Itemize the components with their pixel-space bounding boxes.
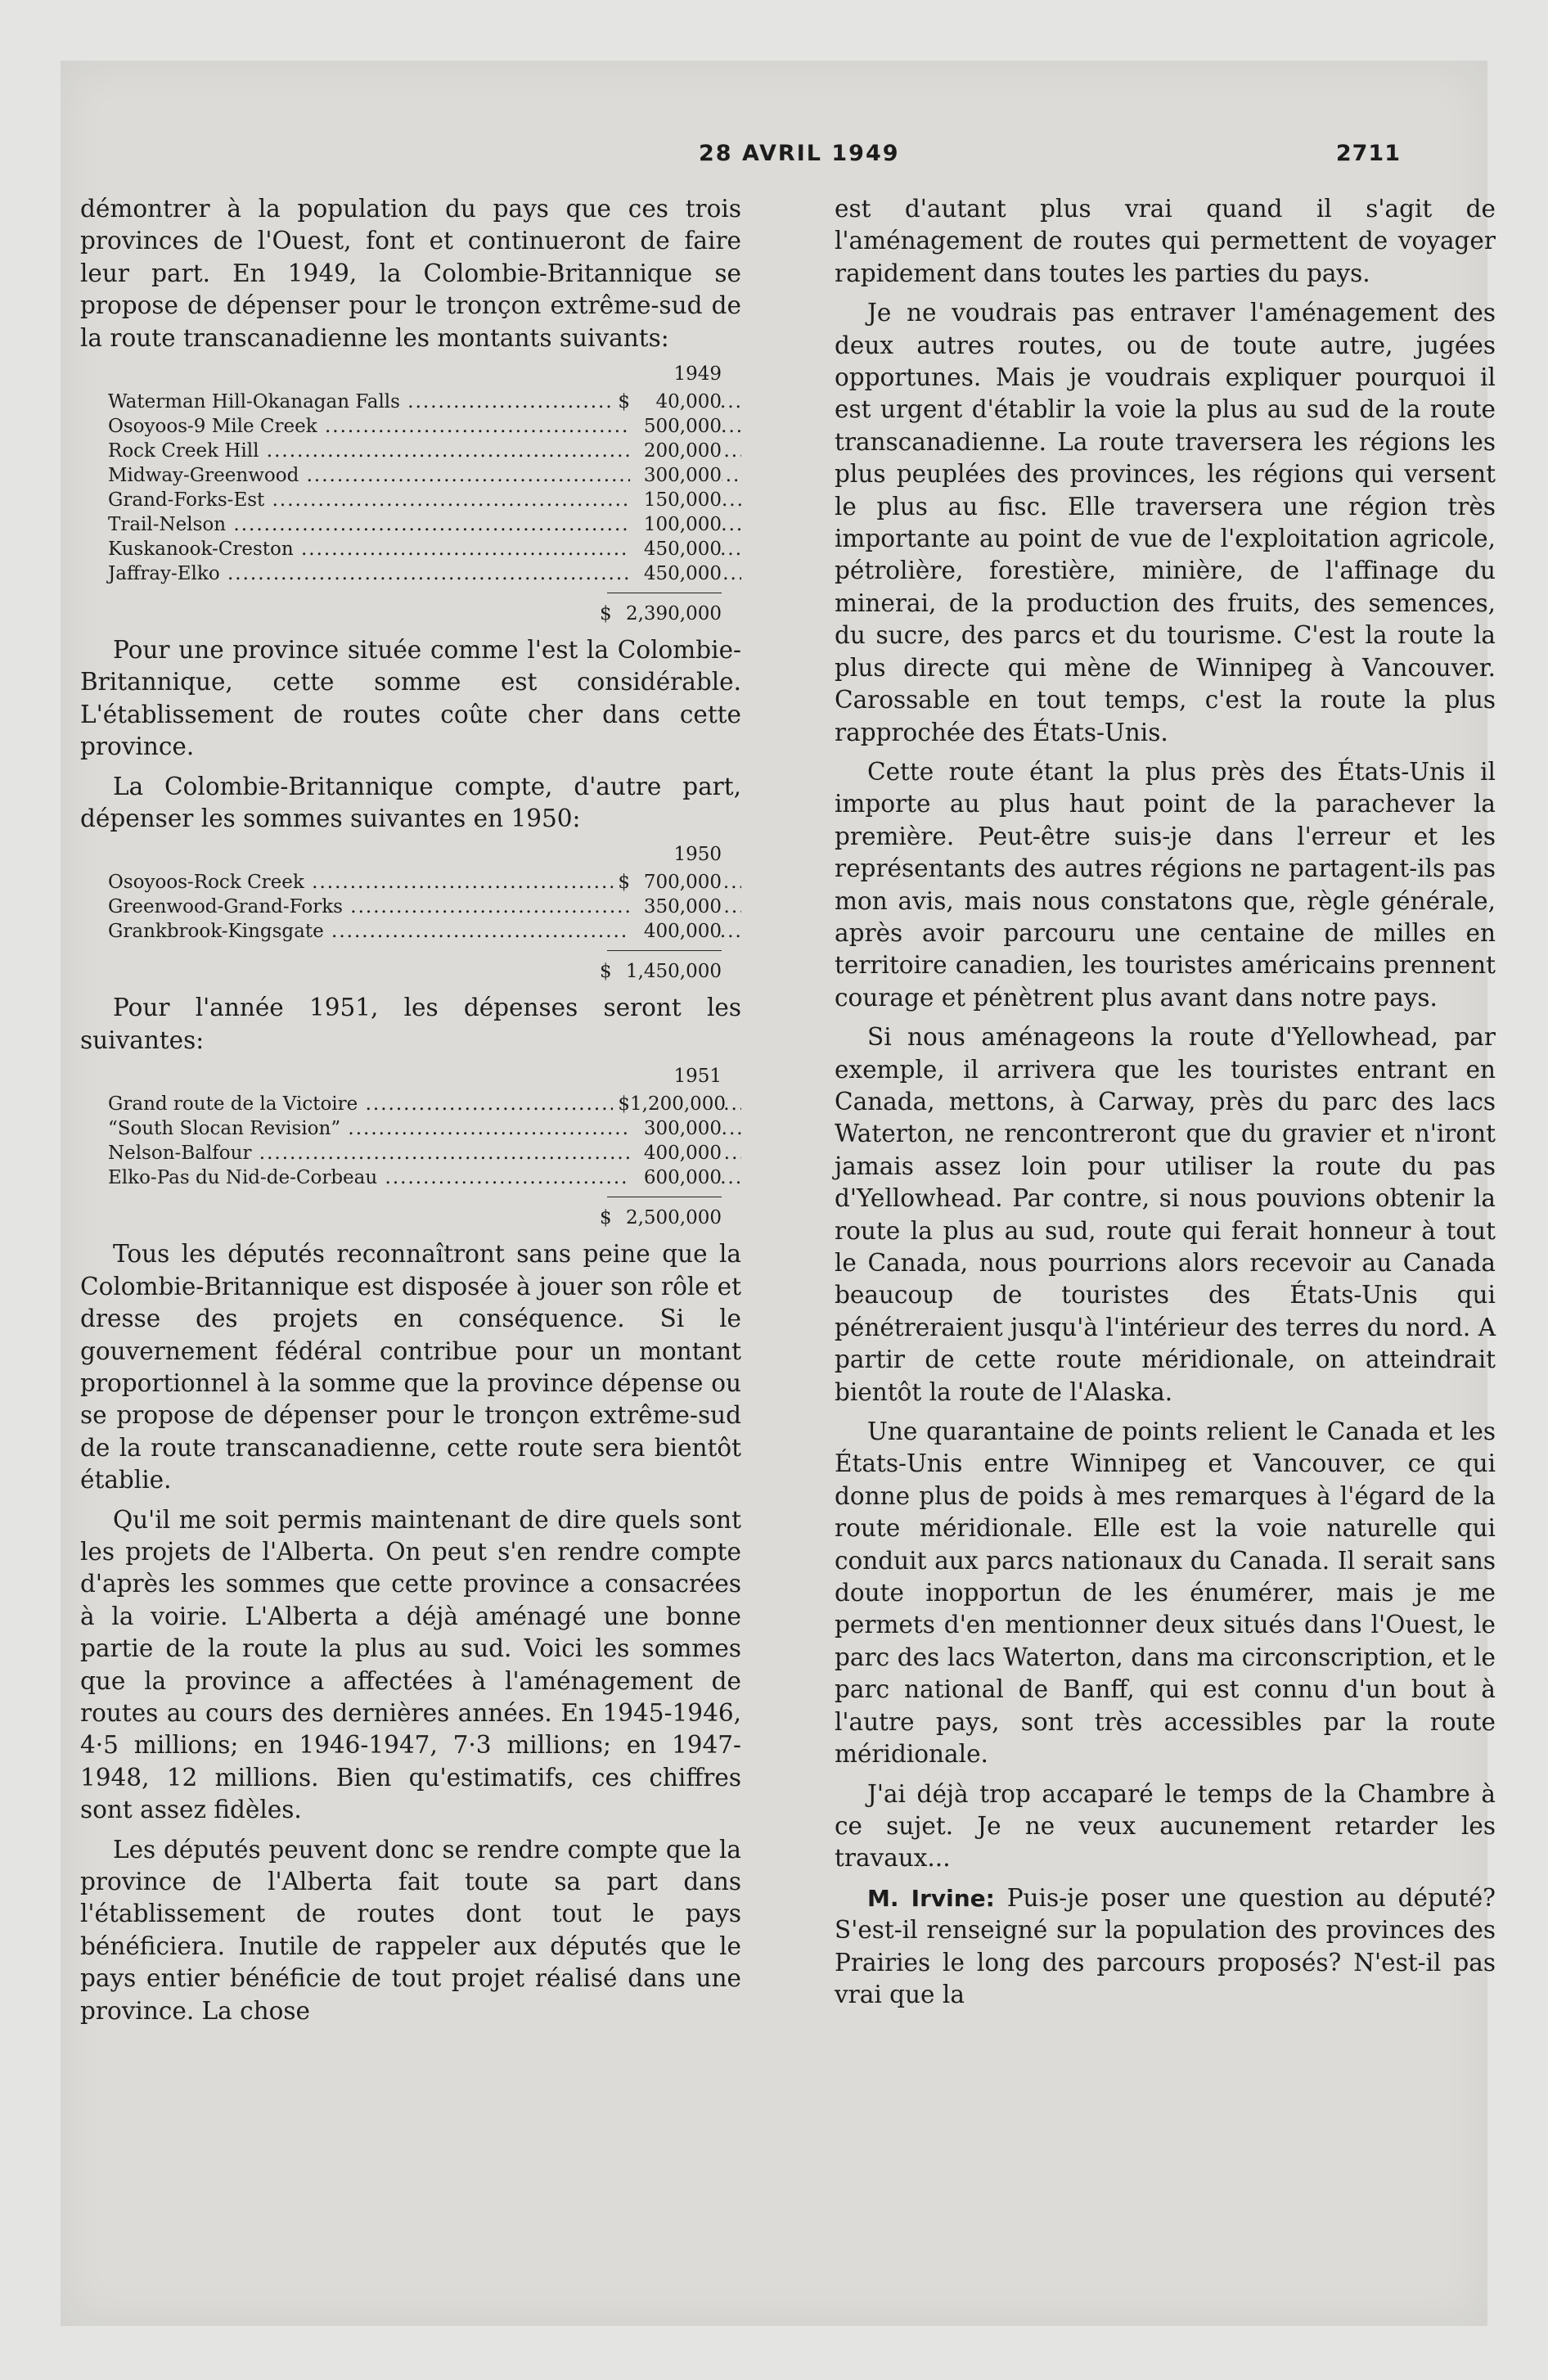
row-name: “South Slocan Revision” .....	[80, 1118, 741, 1139]
paragraph: Cette route étant la plus près des États-Unis il importe au plus haut point de la parachever la première. Peut-être suis-je dans l'erreur et les représentants des autres régions ne partagent-ils pas mon avis, mais nous constatons que, règle générale, après avoir parcouru une centaine de milles en territoire canadien, les touristes américains prennent courage et pénètrent plus avant dans notre pays.	[835, 757, 1496, 1012]
table-total	[80, 959, 741, 984]
table-row	[80, 463, 741, 488]
row-name: Osoyoos-Rock Creek .....	[80, 872, 741, 893]
total-amount: 1,450,000	[625, 961, 722, 983]
paragraph: est d'autant plus vrai quand il s'agit de l'aménagement de routes qui permettent de voyager rapidement dans toutes les parties du pays.	[835, 195, 1496, 287]
paragraph	[835, 1882, 1496, 2012]
row-name: Waterman Hill-Okanagan Falls .....	[80, 391, 741, 412]
table-total	[80, 602, 741, 626]
paragraph: Les députés peuvent donc se rendre compte que la province de l'Alberta fait toute sa part dans l'établissement de routes dont tout le pays bénéficiera. Inutile de rappeler aux députés que le pays entier bénéficie de tout projet réalisé dans une province. La chose	[80, 1835, 741, 2025]
table-row	[80, 895, 741, 919]
table-row	[80, 537, 741, 561]
table-total	[80, 1206, 741, 1230]
row-name: Elko-Pas du Nid-de-Corbeau .....	[80, 1167, 741, 1188]
currency-sign: $	[613, 870, 630, 895]
row-amount: 600,000	[630, 1165, 722, 1190]
table-row	[80, 1116, 741, 1141]
table-row	[80, 1141, 741, 1165]
table-row	[80, 512, 741, 537]
table-year-header: 1950	[673, 844, 722, 866]
page-number: 2711	[1335, 141, 1401, 166]
paragraph: Une quarantaine de points relient le Canada et les États-Unis entre Winnipeg et Vancouver, ce qui donne plus de poids à mes remarques à l'égard de la route méridionale. Elle est la voie naturelle qui conduit aux parcs nationaux du Canada. Il serait sans doute inopportun de les énumérer, mais je me permets d'en mentionner deux situés dans l'Ouest, le parc des lacs Waterton, dans ma circonscription, et le parc national de Banff, qui est connu d'un bout à l'autre pays, sont très accessibles par la route méridionale.	[835, 1418, 1496, 1769]
right-column	[835, 193, 1496, 2018]
table-1950	[80, 842, 741, 984]
paragraph: Pour l'année 1951, les dépenses seront les suivantes:	[80, 994, 741, 1054]
table-row	[80, 1092, 741, 1116]
row-amount: 350,000	[630, 895, 722, 919]
row-name: Grand route de la Victoire .....	[80, 1093, 741, 1115]
row-amount: 450,000	[630, 561, 722, 586]
currency-sign: $	[599, 961, 612, 983]
table-row	[80, 414, 741, 439]
table-row	[80, 390, 741, 414]
header-date: 28 AVRIL 1949	[699, 141, 900, 166]
table-year-header: 1949	[673, 363, 722, 385]
table-row	[80, 439, 741, 463]
row-name: Midway-Greenwood .....	[80, 465, 741, 486]
currency-sign: $	[599, 1207, 612, 1229]
row-name: Rock Creek Hill .....	[80, 440, 741, 462]
page	[61, 61, 1496, 2326]
speaker-text: Puis-je poser une question au député? S'est-il renseigné sur la population des provinces des Prairies le long des parcours proposés? N'est-il pas vrai que la	[835, 1883, 1496, 2008]
total-amount: 2,500,000	[625, 1207, 722, 1229]
row-amount: 40,000	[630, 390, 722, 414]
page-header	[61, 141, 1487, 174]
speaker-name: M. Irvine:	[867, 1884, 995, 1912]
row-amount: 500,000	[630, 414, 722, 439]
row-amount: 1,200,000	[630, 1093, 727, 1116]
paragraph: Pour une province située comme l'est la Colombie-Britannique, cette somme est considérable. L'établissement de routes coûte cher dans cette province.	[80, 636, 741, 761]
row-amount: 450,000	[630, 537, 722, 561]
row-amount: 700,000	[630, 870, 722, 895]
row-amount: 150,000	[630, 488, 722, 512]
row-name: Greenwood-Grand-Forks .....	[80, 896, 741, 917]
row-name: Trail-Nelson .....	[80, 514, 741, 535]
table-row	[80, 561, 741, 586]
row-name: Jaffray-Elko .....	[80, 563, 741, 584]
row-name: Kuskanook-Creston .....	[80, 539, 741, 560]
row-amount: 100,000	[630, 512, 722, 537]
paragraph: La Colombie-Britannique compte, d'autre part, dépenser les sommes suivantes en 1950:	[80, 772, 741, 833]
left-column	[80, 193, 741, 2035]
currency-sign: $	[599, 603, 612, 625]
row-name: Grand-Forks-Est .....	[80, 489, 741, 511]
row-amount: 200,000	[630, 439, 722, 463]
row-name: Osoyoos-9 Mile Creek .....	[80, 416, 741, 437]
paragraph: Qu'il me soit permis maintenant de dire quels sont les projets de l'Alberta. On peut s'en rendre compte d'après les sommes que cette province a consacrées à la voirie. L'Alberta a déjà aménagé une bonne partie de la route la plus au sud. Voici les sommes que la province a affectées à l'aménagement de routes au cours des dernières années. En 1945-1946, 4·5 millions; en 1946-1947, 7·3 millions; en 1947-1948, 12 millions. Bien qu'estimatifs, ces chiffres sont assez fidèles.	[80, 1505, 741, 1824]
currency-sign: $	[613, 390, 630, 414]
table-row	[80, 919, 741, 944]
paragraph: Si nous aménageons la route d'Yellowhead, par exemple, il arrivera que les touristes entrant en Canada, mettons, à Carway, près du parc des lacs Waterton, ne rencontreront que du gravier et n'iront jamais assez loin pour utiliser la route du pas d'Yellowhead. Par contre, si nous pouvions obtenir la route la plus au sud, route qui ferait honneur à tout le Canada, nous pourrions alors recevoir au Canada beaucoup de touristes des États-Unis qui pénétreraient jusqu'à l'intérieur des terres du nord. A partir de cette route méridionale, on atteindrait bientôt la route de l'Alaska.	[835, 1023, 1496, 1406]
row-amount: 300,000	[630, 1116, 722, 1141]
row-name: Nelson-Balfour .....	[80, 1143, 741, 1164]
row-amount: 400,000	[630, 1141, 722, 1165]
row-amount: 300,000	[630, 463, 722, 488]
row-amount: 400,000	[630, 919, 722, 944]
table-year-header: 1951	[673, 1066, 722, 1088]
paragraph: démontrer à la population du pays que ces trois provinces de l'Ouest, font et continueront de faire leur part. En 1949, la Colombie-Britannique se propose de dépenser pour le tronçon extrême-sud de la route transcanadienne les montants suivants:	[80, 195, 741, 352]
total-rule	[607, 950, 722, 951]
total-amount: 2,390,000	[625, 603, 722, 625]
table-row	[80, 1165, 741, 1190]
table-row	[80, 488, 741, 512]
paragraph: Je ne voudrais pas entraver l'aménagement des deux autres routes, ou de toute autre, jugées opportunes. Mais je voudrais expliquer pourquoi il est urgent d'établir la voie la plus au sud de la route transcanadienne. La route traversera les régions les plus peuplées des provinces, les régions qui versent le plus au fisc. Elle traversera une région très importante au point de vue de l'exploitation agricole, pétrolière, forestière, minière, de l'affinage du minerai, de la production des fruits, des semences, du sucre, des parcs et du tourisme. C'est la route la plus directe qui mène de Winnipeg à Vancouver. Carossable en tout temps, c'est la route la plus rapprochée des États-Unis.	[835, 299, 1496, 746]
currency-sign: $	[613, 1092, 630, 1116]
table-row	[80, 870, 741, 895]
paragraph: J'ai déjà trop accaparé le temps de la Chambre à ce sujet. Je ne veux aucunement retarder les travaux...	[835, 1779, 1496, 1873]
table-1951	[80, 1064, 741, 1230]
paragraph: Tous les députés reconnaîtront sans peine que la Colombie-Britannique est disposée à jouer son rôle et dresse des projets en conséquence. Si le gouvernement fédéral contribue pour un montant proportionnel à la somme que la province dépense ou se propose de dépenser pour le tronçon extrême-sud de la route transcanadienne, cette route sera bientôt établie.	[80, 1240, 741, 1494]
table-1949	[80, 362, 741, 626]
row-name: Grankbrook-Kingsgate .....	[80, 921, 741, 942]
